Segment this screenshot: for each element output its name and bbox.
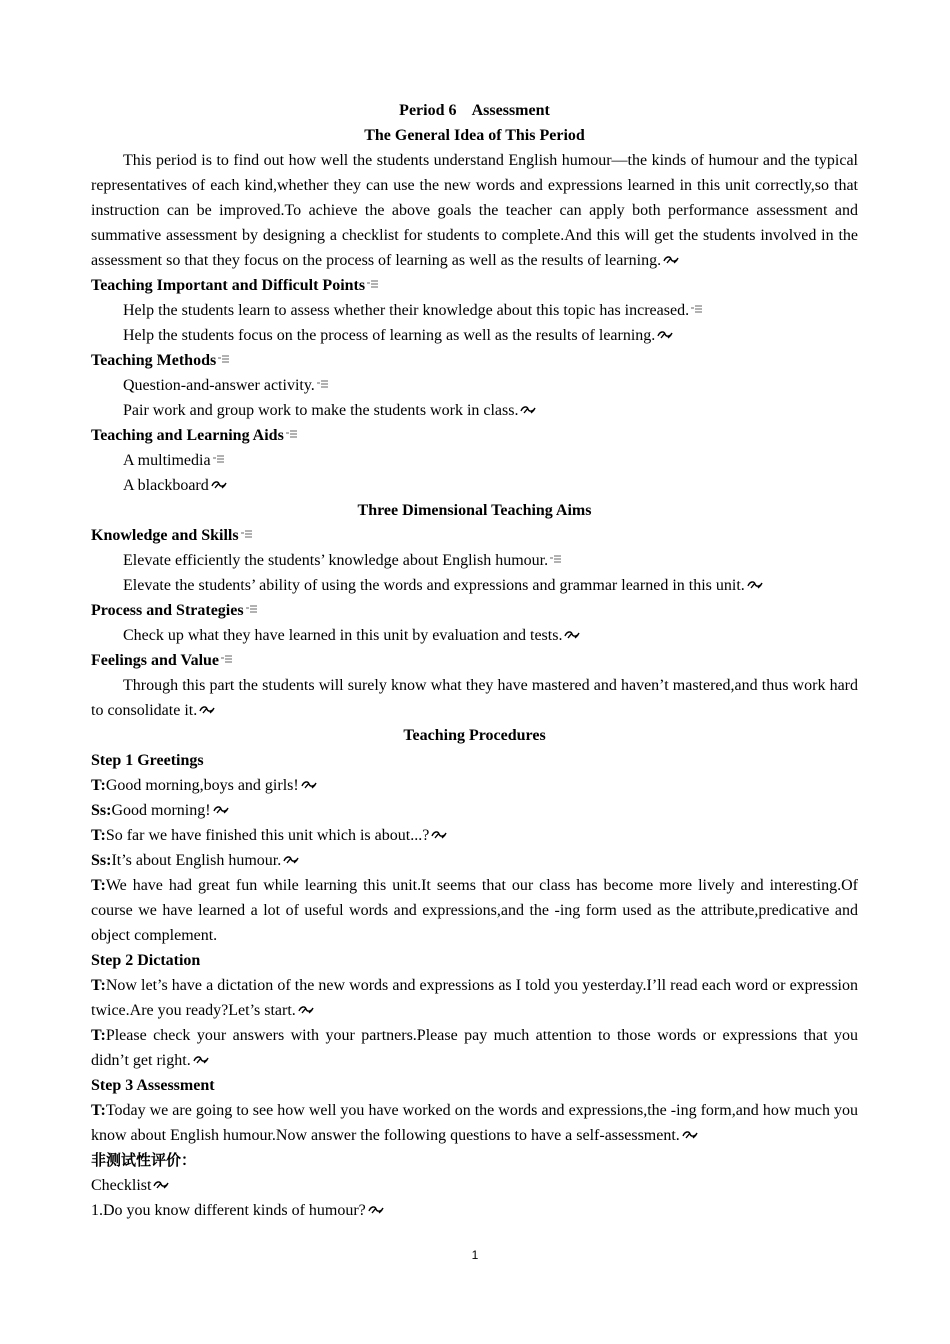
heading-knowledge-skills: Knowledge and Skills — [91, 523, 858, 548]
line-mark-icon — [549, 554, 567, 566]
paragraph-mark-icon — [152, 1179, 170, 1191]
paragraph-mark-icon — [367, 1204, 385, 1216]
non-test-evaluation-heading: 非测试性评价： — [91, 1151, 197, 1169]
paragraph-mark-icon — [563, 629, 581, 641]
paragraph-mark-icon — [662, 254, 680, 266]
heading-teaching-aids: Teaching and Learning Aids — [91, 423, 858, 448]
list-item: A blackboard — [91, 473, 858, 498]
line-mark-icon — [217, 354, 235, 366]
paragraph-mark-icon — [198, 704, 216, 716]
dialogue-line: Ss:Good morning! — [91, 798, 858, 823]
paragraph-mark-icon — [212, 804, 230, 816]
line-mark-icon — [212, 454, 230, 466]
line-mark-icon — [285, 429, 303, 441]
feelings-paragraph: Through this part the students will surely know what they have mastered and haven’t mastered,and thus work hard to consolidate it. — [91, 677, 858, 719]
line-mark-icon — [245, 604, 263, 616]
section-title-aims: Three Dimensional Teaching Aims — [357, 502, 592, 519]
dialogue-line: T:Good morning,boys and girls! — [91, 773, 858, 798]
paragraph-mark-icon — [746, 579, 764, 591]
list-item: Help the students learn to assess whether their knowledge about this topic has increased. — [91, 298, 858, 323]
section-title-general-idea: The General Idea of This Period — [364, 127, 585, 144]
page-title: Period 6 Assessment — [399, 102, 550, 119]
dialogue-line: T:We have had great fun while learning this unit.It seems that our class has become more lively and interesting.Of course we have learned a lot of useful words and expressions,and the -ing form used as the attribute,predicative and object complement. — [91, 877, 858, 944]
dialogue-line: T:Today we are going to see how well you have worked on the words and expressions,the -ing form,and how much you know about English humour.Now answer the following questions to have a self-assessment. — [91, 1102, 858, 1144]
heading-important-points: Teaching Important and Difficult Points — [91, 273, 858, 298]
line-mark-icon — [316, 379, 334, 391]
heading-step-1: Step 1 Greetings — [91, 752, 204, 769]
heading-feelings-value: Feelings and Value — [91, 648, 858, 673]
list-item: Elevate efficiently the students’ knowledge about English humour. — [91, 548, 858, 573]
list-item: Pair work and group work to make the students work in class. — [91, 398, 858, 423]
list-item: Check up what they have learned in this unit by evaluation and tests. — [91, 623, 858, 648]
heading-teaching-methods: Teaching Methods — [91, 348, 858, 373]
line-mark-icon — [690, 304, 708, 316]
intro-paragraph: This period is to find out how well the students understand English humour—the kinds of humour and the typical representatives of each kind,whether they can use the new words and expressions learned in this unit correctly,so that instruction can be improved.To achieve the above goals the teacher can apply both performance assessment and summative assessment by designing a checklist for students to complete.And this will get the students involved in the assessment so that they focus on the process of learning as well as the results of learning. — [91, 152, 858, 269]
paragraph-mark-icon — [430, 829, 448, 841]
section-title-procedures: Teaching Procedures — [403, 727, 546, 744]
paragraph-mark-icon — [297, 1004, 315, 1016]
list-item: Elevate the students’ ability of using the words and expressions and grammar learned in this unit. — [91, 573, 858, 598]
line-mark-icon — [366, 279, 384, 291]
dialogue-line: T:So far we have finished this unit which is about...? — [91, 823, 858, 848]
heading-step-2: Step 2 Dictation — [91, 952, 201, 969]
paragraph-mark-icon — [300, 779, 318, 791]
line-mark-icon — [220, 654, 238, 666]
paragraph-mark-icon — [656, 329, 674, 341]
list-item: Question-and-answer activity. — [91, 373, 858, 398]
dialogue-line: T:Please check your answers with your partners.Please pay much attention to those words or expressions that you didn’t get right. — [91, 1027, 858, 1069]
paragraph-mark-icon — [210, 479, 228, 491]
paragraph-mark-icon — [282, 854, 300, 866]
dialogue-line: Ss:It’s about English humour. — [91, 848, 858, 873]
document-body — [91, 98, 858, 1223]
list-item: A multimedia — [91, 448, 858, 473]
heading-step-3: Step 3 Assessment — [91, 1077, 215, 1094]
paragraph-mark-icon — [519, 404, 537, 416]
dialogue-line: T:Now let’s have a dictation of the new words and expressions as I told you yesterday.I’ll read each word or expression twice.Are you ready?Let’s start. — [91, 977, 858, 1019]
heading-process-strategies: Process and Strategies — [91, 598, 858, 623]
list-item: Help the students focus on the process of learning as well as the results of learning. — [91, 323, 858, 348]
checklist-question: 1.Do you know different kinds of humour? — [91, 1198, 858, 1223]
paragraph-mark-icon — [192, 1054, 210, 1066]
line-mark-icon — [240, 529, 258, 541]
checklist-label: Checklist — [91, 1173, 858, 1198]
paragraph-mark-icon — [681, 1129, 699, 1141]
page-number: 1 — [471, 1248, 479, 1262]
